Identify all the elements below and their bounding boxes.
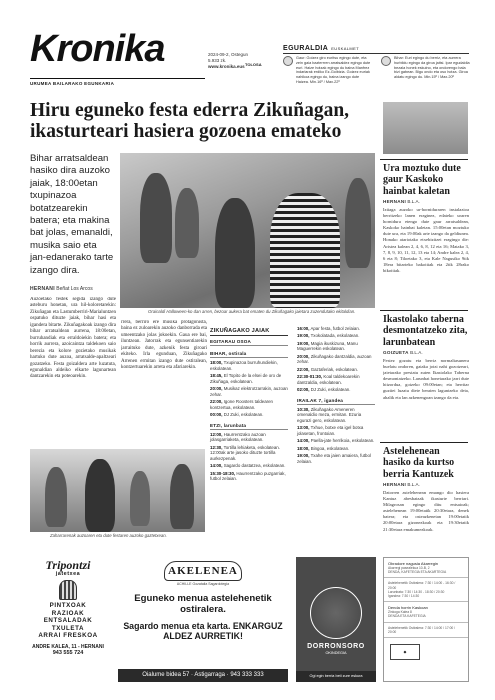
agenda-item: 22:00, Igone Roosters taldearen kontzertua, eskolatean. xyxy=(210,399,273,410)
weather-today-text: Gaur: Goizez giro euritsu egingo dute, eta zein gaia bazterrren arratsaldez egingo dute euri. Haize hotzak egingo du baina Manfrez indarlarak erdiko Ez-Goibizia. Goizez euriak nahikoa egingo du, baina izango dute Haizea. Min.16º / Max.22º xyxy=(296,56,371,84)
masthead-logo[interactable]: Kronika xyxy=(30,28,165,70)
ad-tripontzi[interactable] xyxy=(28,557,108,682)
byline-place: HERNANI xyxy=(30,286,55,292)
bread-logo-icon xyxy=(310,587,362,639)
main-photo[interactable] xyxy=(120,153,375,308)
issue-date: 2024-09-2, Ostegun xyxy=(208,52,249,57)
agenda-item: 16:00, Apar festa, futbol zelaian. xyxy=(297,326,360,331)
agenda-item: 22:00, Gaztaferiak, eskolatean. xyxy=(297,366,359,372)
lead-body-col1: Auzoetako festek segida izango dute asteburu honetan, ura hil-koloretarekin: Zikuñagan eta Lastumberriri-Marialuntzen ospatuko dituzte jaiak, bihar hasi eta igandera bitarte. Zikuñagakoak izango dira bihar arratsaldean aurrena, 18:00etan, burruhandiak eta erraldoiekin batera; eta horrik aurrera, azoicaintza taldekoen saio berezia eta kolore gozietako musikak hartuko dute auzoa, arratsalde-apaltzeari gozatzeko. Festa goizaldera arte luzatuta, egunaldian aldeiko elkarte lagunartean dantzarekin eta poteoarekin. xyxy=(30,297,116,380)
weather-box xyxy=(283,45,470,84)
agenda-item: 19:00, Txahe eta jaien amaiera, futbol zelaian. xyxy=(297,452,371,464)
sidebar-byline-2: GOIZUETA B.L.A. xyxy=(383,350,423,355)
agenda-section-title: IRAILAK 7, igandea xyxy=(297,398,375,405)
ad-info-row: Denda horrin Kaskoan Zinkoga Kalea 8 DENDA ETA KAFETEGIA xyxy=(384,602,468,622)
photo-figure xyxy=(345,178,371,268)
sidebar-byline-3: HERNANI B.L.A. xyxy=(383,482,420,487)
photo-figure xyxy=(45,467,67,527)
agenda-section-title: EGITARAU OSOA xyxy=(210,339,288,346)
agenda-title: ZIKUÑAGAKO JAIAK xyxy=(210,328,288,336)
chef-hat-icon xyxy=(59,580,77,600)
main-photo-caption: Orainaldi Halloween-ko dan arren, bezoar aukera bat ematen du Zikuñagako jaietara zuzendutako ekitaldian. xyxy=(148,309,356,314)
lead-headline[interactable]: Hiru eguneko festa ederra Zikuñagan, ikasturteari hasiera gozoena emateko xyxy=(30,100,350,142)
agenda-item: 18:00, Bingoa, eskolatean. xyxy=(297,445,350,451)
agenda-list-saturday-cont xyxy=(297,326,375,393)
ad-dorronsoro[interactable] xyxy=(296,557,376,682)
agenda-section-title: BIHAR, ostirala xyxy=(210,351,288,358)
issue-meta xyxy=(208,52,268,70)
cloud-rain-icon xyxy=(283,56,293,66)
agenda-item: 02:00, DJ Zuki, eskolatean. xyxy=(297,386,351,392)
ad-info-row: Obradore nagusia Akarregin Akarregi pasealekua 10-B, 2 DENDA, KAFETEGIA ETA AKARTEGIA xyxy=(384,558,468,578)
agenda-col-right xyxy=(297,326,375,466)
partner-logo: TOLOSA xyxy=(245,62,262,67)
photo-figure xyxy=(140,173,172,263)
agenda-section-title: ETZI, larunbata xyxy=(210,423,288,430)
sidebar-divider xyxy=(380,442,468,443)
second-photo-caption: Zaharrarenak auzoaren eta dute festaren auzoko gaztetxean. xyxy=(50,533,167,538)
agenda-item: 20:00, Zikuñagako dantzaldia, auzoan zehar. xyxy=(297,353,372,365)
weather-title: EGURALDIA EUSKALMET xyxy=(283,45,469,54)
agenda-list-sunday xyxy=(297,407,375,465)
sidebar-divider xyxy=(380,159,468,160)
agenda-item: 14:00, Sagardo dastatzea, eskolatean. xyxy=(210,463,286,469)
ad-dorronsoro-footer: Ogi egin berria beti zure eskura xyxy=(296,671,376,682)
photo-figure xyxy=(175,188,199,258)
ad-akelenea-brand: AKELENEA xyxy=(164,561,242,581)
agenda-item: 22:30-01:30, Koal taldekoarekin dantzaldia, eskolatean. xyxy=(297,373,360,385)
ad-tripontzi-title: Tripontzi xyxy=(45,558,91,572)
ad-info-row: Astelehenetik Ostiralera: 7:30 / 14:00 / 17:00 / 20:00 xyxy=(384,623,468,638)
sidebar-headline-3[interactable]: Astelehenean hasiko da kurtso berria Kantuzek xyxy=(383,446,455,480)
photo-figure xyxy=(85,459,115,532)
ad-akelenea[interactable] xyxy=(118,557,288,682)
ad-info-logo-row xyxy=(384,638,468,666)
ad-bakery-info[interactable] xyxy=(383,557,469,682)
lead-body-col2: rrera, berriro ere musika protagonista, baina ez zuloarekin auzoko danborrada eta umeentzako jolas jokoekin. Gaua ere bai, iluntzean. Jatorrak eta egunsentiarekin jarraituko dute, azkenik festa giroari ekiteko. Irla egunduan, Zikuñagako Arrenen ermitan izango dute ostiralean, kontzertuarekin arreta eta afariarekin. xyxy=(121,320,207,371)
ad-akelenea-footer: Oialume bidea 57 · Astigarraga · 943 333 333 xyxy=(118,669,288,682)
agenda-item: 12:00, Haurrentzako auzoan jolasgarriaketa, eskolatean. xyxy=(210,431,266,443)
ad-tripontzi-line: ENTSALADAK xyxy=(43,617,93,625)
weather-credit: EUSKALMET xyxy=(331,46,360,51)
ad-dorronsoro-sub: OKINDEGIA xyxy=(325,651,347,655)
photo-figure-striped xyxy=(270,193,340,308)
agenda-list-saturday xyxy=(210,432,288,482)
agenda-item: 15:30-18:30, Haurrentzako puzgarriak, futbol zelaian. xyxy=(210,470,286,482)
byline-author: Beñat Los Arcos xyxy=(56,286,93,292)
agenda-item: 14:00, Paella-jate herrikoia, eskolatean. xyxy=(297,438,375,444)
sidebar-photo[interactable] xyxy=(383,102,468,154)
ad-akelenea-brand-sub: ACHILLE Gozatalia Sagardotegia xyxy=(176,582,230,586)
ad-tripontzi-line: RAZIOAK xyxy=(51,609,85,617)
ad-tripontzi-line: ARRAI FRESKOA xyxy=(38,632,98,640)
sidebar-divider xyxy=(380,310,468,311)
festival-agenda xyxy=(210,326,375,482)
agenda-col-left xyxy=(210,338,288,484)
ad-akelenea-subheadline: Sagardo menua eta karta. ENKARGUZ ALDEZ AURRETIK! xyxy=(123,621,283,641)
sidebar-headline-1[interactable]: Ura moztuko dute gaur Kaskoko hainbat kaletan xyxy=(383,163,461,197)
photo-figure xyxy=(215,198,255,308)
agenda-item: 12:30, Tortilla lehiaketa, eskolatean. 12:00ak arte jasoko dituzte tortilla aurkezpenak. xyxy=(210,444,280,462)
bakery-logo-icon: ◆ xyxy=(390,644,420,660)
photo-figure xyxy=(170,464,194,529)
agenda-item: 19:00, Magia ikuskizuna, Manu Maguerrekin eskolatean. xyxy=(297,340,358,352)
ad-akelenea-headline: Eguneko menua astelehenetik ostiralera. xyxy=(134,593,272,615)
agenda-item: 18:00, Txupinazoa burruhundiekin, eskolatean. xyxy=(210,360,278,371)
lead-byline xyxy=(30,286,93,292)
ad-dorronsoro-name: DORRONSORO xyxy=(307,643,365,650)
ad-tripontzi-address: ANDRE KALEA, 11 - HERNANI xyxy=(32,643,104,650)
weather-tomorrow-text: Bihar: Euri egingo du berriz, eta aurrera hurbildu egingo da giroa jaitsi. Ipar egudaldia bezala honek eskuino, eta ondorengo bala bizi gabean. Bigu ondo eta oso hotza. Giroa aldatu egingo du. Min.15º / Max.20º xyxy=(394,56,470,80)
ad-tripontzi-phone: 943 555 724 xyxy=(52,649,84,656)
sidebar-body-2: Festez gozatu eta berriz normaltasunera buelatu ondoren, gaiaka jotzi nahi gozotzeari, jaietarako prestatu zuten Ikastolako Taberna desmontatzeko. Larunbat honetarako jarri dute hitzordua, goizeko 09:00etan; eta herritar guztiei luzatu diete beraien laguntzeko deia, ahalik eta lan azkenengoan izango da eta. xyxy=(383,358,469,400)
issue-number: 5.933 zk. xyxy=(208,58,227,63)
agenda-item: 13:00, Txhue, botxe eta igel botxa jolasetan, frontoian. xyxy=(297,425,364,436)
ad-tripontzi-subtitle: jatetxea xyxy=(55,571,81,577)
cloud-icon xyxy=(381,56,391,66)
sidebar-body-3: Datorren astelehenean emango dio hasiera Kantuz abesbatzak ikasturte berriari. Milagrosan egingo ditu entsaioak; astelehenean 19:00etatik 20:30etara, denek batera; eta osteazkenetan 19:00etatik 20:00etara gizonezkoak eta 19:30etatik 21:30etara emakumezkoak. xyxy=(383,490,469,532)
second-photo[interactable] xyxy=(30,449,205,532)
site-link[interactable]: www.kronika.eus xyxy=(208,64,245,69)
lead-summary: Bihar arratsaldean hasiko dira auzoko jaiak, 18:00etan txupinazoa botatzearekin batera; eta makina bat jolas, emanaldi, musika saio eta jan-edanerako tarte izango dira. xyxy=(30,153,114,276)
agenda-item: 20:00, Musikaz elektrotzarrakin, auzoan zehar. xyxy=(210,386,288,397)
sidebar-headline-2[interactable]: Ikastolako taberna desmontatzeko zita, larunbatean xyxy=(383,314,468,348)
sidebar-byline-1: HERNANI B.L.A. xyxy=(383,199,420,204)
sidebar-body-1: Iztiaga auzoko ur-horniduraren instalazioa berritzeko lanen eraginez, edateko uraren hornidura etengo dute gaur arratsaldean, Kaskoko hainbat kaletan. 15:00etan moztuko dute ura, eta 19:00ak arte izango da geldiunea. Honako atariotako etxebizitzei eragingo die: Aristea kalean 2, 4, 6, 8, 12 eta 16; Matako 3, 7, 8, 9, 10, 11, 12, 13 eta 14; Andre kalea 2, 4, 6 eta 8; Tiloetako 3, eta Kale Nagusiko 9tik 18era bitarteko bakoitiak eta 2tik 28rako bikoitiak. xyxy=(383,207,469,273)
agenda-item: 18:45, El Topito de la elsei de oro de Zikuñaga, eskolatean. xyxy=(210,373,282,384)
masthead-tagline: URUMEA BAILARAKO EGUNKARIA xyxy=(30,78,205,86)
agenda-item: 19:00, Txokolatada, eskolatean. xyxy=(297,333,360,339)
ad-tripontzi-line: PINTXOAK xyxy=(49,602,87,609)
agenda-list-friday xyxy=(210,360,288,418)
ad-info-row: Astelehenetik Ostiralera: 7:30 / 14:00 - 16:30 / 20:00 Larunbata: 7:30 / 14:30 - 18:30 / 20:30 Igandea: 7:30 / 14:30 xyxy=(384,578,468,602)
agenda-item: 10:30, Zikuñagako Ameneren omenaldio meza, ermitan. Ezuria egurazi gero, eskolatean. xyxy=(297,406,362,423)
ad-tripontzi-line: TXULETA xyxy=(51,624,85,632)
photo-figure xyxy=(130,471,150,526)
agenda-item: 00:00, DJ Zuki, eskolatean. xyxy=(210,412,264,417)
